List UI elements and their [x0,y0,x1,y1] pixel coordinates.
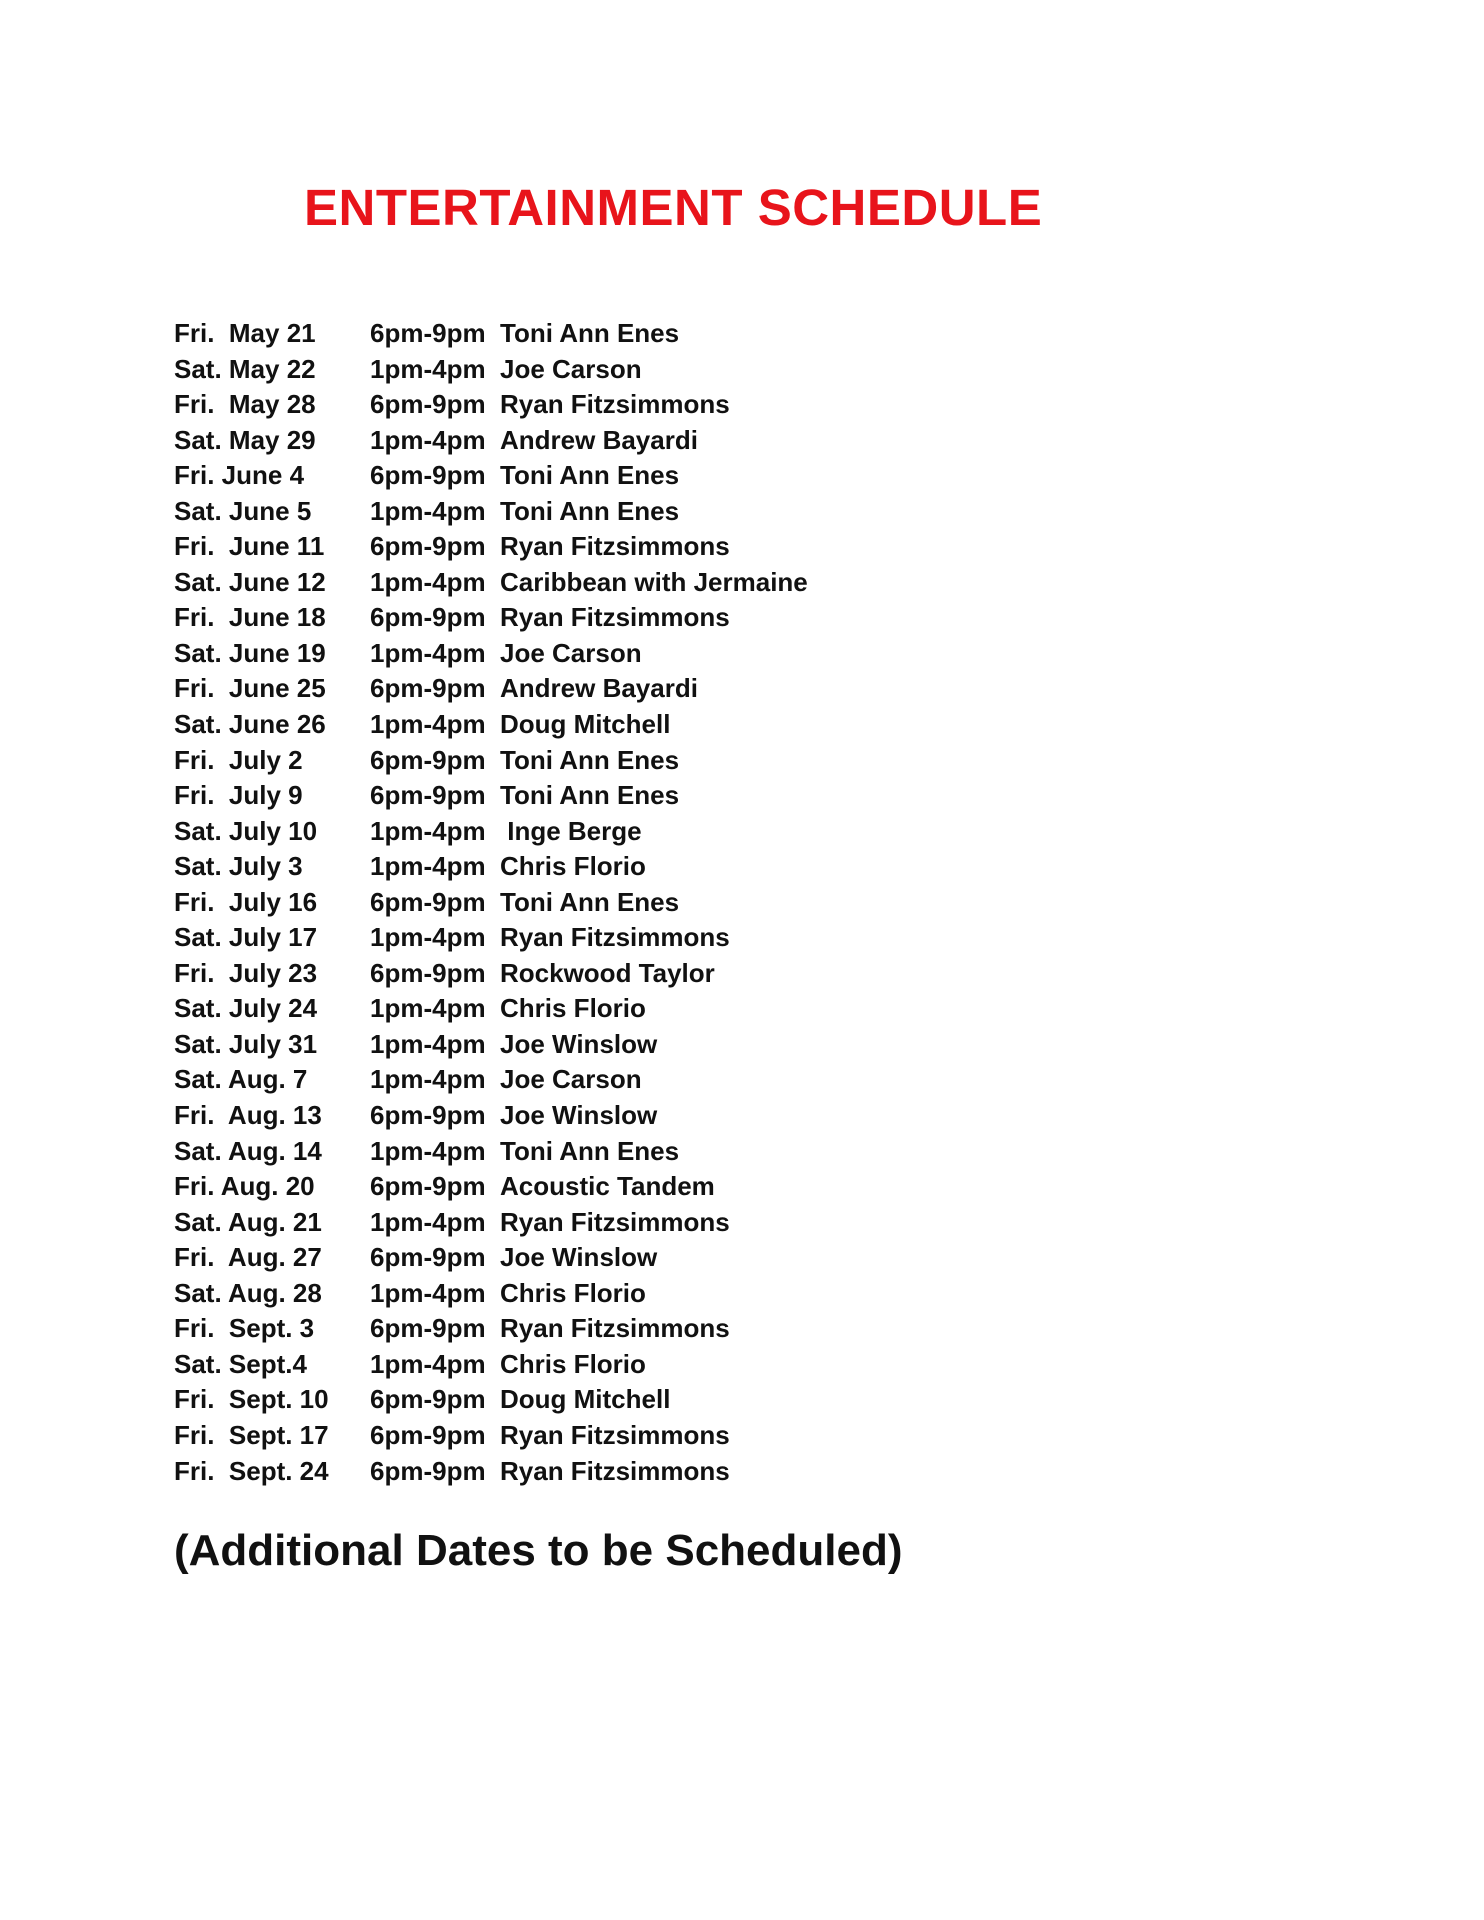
schedule-row [174,956,1074,992]
schedule-time: 6pm-9pm [370,1171,486,1202]
schedule-performer: Doug Mitchell [500,1384,671,1415]
schedule-time: 6pm-9pm [370,957,486,988]
schedule-performer: Ryan Fitzsimmons [500,1313,730,1344]
schedule-date: Fri. July 23 [174,957,318,988]
schedule-row [174,849,1074,885]
schedule-row [174,1382,1074,1418]
schedule-time: 1pm-4pm [370,353,486,384]
schedule-date: Fri. July 16 [174,886,318,917]
schedule-date: Fri. July 2 [174,744,303,775]
schedule-date: Fri. May 21 [174,318,316,348]
schedule-date: Fri. Sept. 17 [174,1419,329,1450]
schedule-date: Sat. July 24 [174,993,318,1024]
schedule-row [174,458,1074,494]
schedule-performer: Ryan Fitzsimmons [500,531,730,562]
schedule-row [174,600,1074,636]
additional-dates-note: (Additional Dates to be Scheduled) [174,1526,903,1575]
schedule-performer: Andrew Bayardi [500,673,698,704]
schedule-date: Fri. Aug. 27 [174,1242,322,1273]
schedule-time: 1pm-4pm [370,1348,486,1379]
schedule-date: Sat. July 3 [174,851,303,882]
schedule-performer: Doug Mitchell [500,709,671,740]
schedule-row [174,1205,1074,1241]
schedule-date: Fri. June 18 [174,602,326,633]
schedule-row [174,1134,1074,1170]
schedule-time: 1pm-4pm [370,815,486,846]
schedule-date: Fri. May 28 [174,389,316,420]
schedule-performer: Chris Florio [500,851,646,882]
schedule-performer: Chris Florio [500,1277,646,1308]
schedule-row [174,494,1074,530]
schedule-row [174,1169,1074,1205]
schedule-row [174,1098,1074,1134]
schedule-row [174,529,1074,565]
schedule-performer: Ryan Fitzsimmons [500,1206,730,1237]
schedule-performer: Ryan Fitzsimmons [500,1419,730,1450]
schedule-time: 6pm-9pm [370,318,486,348]
schedule-performer: Toni Ann Enes [500,495,680,526]
schedule-time: 6pm-9pm [370,1100,486,1131]
schedule-date: Sat. July 31 [174,1028,318,1059]
schedule-time: 1pm-4pm [370,1135,486,1166]
schedule-date: Sat. Aug. 7 [174,1064,308,1095]
schedule-performer: Joe Winslow [500,1242,658,1273]
schedule-time: 1pm-4pm [370,922,486,953]
schedule-time: 1pm-4pm [370,1277,486,1308]
schedule-date: Sat. July 10 [174,815,318,846]
schedule-time: 6pm-9pm [370,744,486,775]
schedule-date: Sat. Aug. 21 [174,1206,322,1237]
schedule-row [174,814,1074,850]
schedule-time: 1pm-4pm [370,637,486,668]
schedule-time: 1pm-4pm [370,1064,486,1095]
schedule-date: Sat. June 12 [174,566,326,597]
schedule-time: 6pm-9pm [370,886,486,917]
schedule-date: Sat. May 29 [174,424,316,455]
schedule-performer: Toni Ann Enes [500,780,680,811]
schedule-date: Fri. Sept. 10 [174,1384,329,1415]
schedule-time: 1pm-4pm [370,1028,486,1059]
schedule-date: Fri. Sept. 24 [174,1455,329,1486]
schedule-time: 6pm-9pm [370,389,486,420]
schedule-performer: Toni Ann Enes [500,744,680,775]
schedule-time: 1pm-4pm [370,495,486,526]
schedule-time: 6pm-9pm [370,460,486,491]
schedule-date: Sat. May 22 [174,353,316,384]
schedule-time: 1pm-4pm [370,709,486,740]
schedule-row [174,636,1074,672]
schedule-row [174,1418,1074,1454]
schedule-date: Fri. Sept. 3 [174,1313,315,1344]
schedule-performer: Joe Carson [500,637,642,668]
schedule-date: Fri. June 25 [174,673,326,704]
schedule-date: Sat. June 26 [174,709,326,740]
schedule-time: 6pm-9pm [370,673,486,704]
schedule-performer: Inge Berge [500,815,642,846]
schedule-row [174,1276,1074,1312]
schedule-list [174,316,1074,1489]
schedule-row [174,1240,1074,1276]
schedule-row [174,743,1074,779]
schedule-row [174,1062,1074,1098]
schedule-date: Fri. July 9 [174,780,303,811]
schedule-row [174,1311,1074,1347]
schedule-row [174,671,1074,707]
schedule-row [174,778,1074,814]
schedule-date: Sat. Aug. 14 [174,1135,322,1166]
schedule-performer: Toni Ann Enes [500,886,680,917]
schedule-row [174,1347,1074,1383]
schedule-row [174,1454,1074,1490]
schedule-performer: Joe Winslow [500,1028,658,1059]
schedule-date: Fri. June 11 [174,531,325,562]
schedule-performer: Chris Florio [500,1348,646,1379]
schedule-performer: Joe Winslow [500,1100,658,1131]
schedule-performer: Toni Ann Enes [500,318,680,348]
schedule-date: Sat. June 19 [174,637,326,668]
schedule-date: Sat. Sept.4 [174,1348,307,1379]
schedule-time: 6pm-9pm [370,1242,486,1273]
schedule-date: Sat. June 5 [174,495,312,526]
schedule-performer: Joe Carson [500,1064,642,1095]
schedule-row [174,707,1074,743]
schedule-time: 6pm-9pm [370,531,486,562]
schedule-date: Sat. July 17 [174,922,318,953]
schedule-performer: Chris Florio [500,993,646,1024]
schedule-time: 1pm-4pm [370,993,486,1024]
schedule-performer: Ryan Fitzsimmons [500,1455,730,1486]
schedule-performer: Andrew Bayardi [500,424,698,455]
schedule-time: 1pm-4pm [370,566,486,597]
schedule-row [174,352,1074,388]
schedule-time: 6pm-9pm [370,602,486,633]
schedule-performer: Toni Ann Enes [500,460,680,491]
schedule-time: 6pm-9pm [370,1419,486,1450]
schedule-performer: Ryan Fitzsimmons [500,602,730,633]
schedule-time: 6pm-9pm [370,1313,486,1344]
schedule-time: 1pm-4pm [370,1206,486,1237]
schedule-performer: Acoustic Tandem [500,1171,715,1202]
schedule-performer: Joe Carson [500,353,642,384]
schedule-row [174,920,1074,956]
schedule-row [174,991,1074,1027]
schedule-row [174,1027,1074,1063]
schedule-performer: Caribbean with Jermaine [500,566,808,597]
schedule-performer: Ryan Fitzsimmons [500,922,730,953]
schedule-performer: Toni Ann Enes [500,1135,680,1166]
schedule-date: Fri. June 4 [174,460,305,491]
schedule-time: 6pm-9pm [370,780,486,811]
schedule-performer: Ryan Fitzsimmons [500,389,730,420]
schedule-row [174,387,1074,423]
schedule-row [174,316,1074,352]
schedule-time: 6pm-9pm [370,1455,486,1486]
schedule-row [174,885,1074,921]
schedule-date: Sat. Aug. 28 [174,1277,322,1308]
schedule-row [174,423,1074,459]
schedule-date: Fri. Aug. 20 [174,1171,315,1202]
schedule-time: 1pm-4pm [370,424,486,455]
schedule-time: 6pm-9pm [370,1384,486,1415]
schedule-date: Fri. Aug. 13 [174,1100,322,1131]
schedule-time: 1pm-4pm [370,851,486,882]
page-title: ENTERTAINMENT SCHEDULE [304,179,1043,236]
schedule-row [174,565,1074,601]
schedule-performer: Rockwood Taylor [500,957,715,988]
